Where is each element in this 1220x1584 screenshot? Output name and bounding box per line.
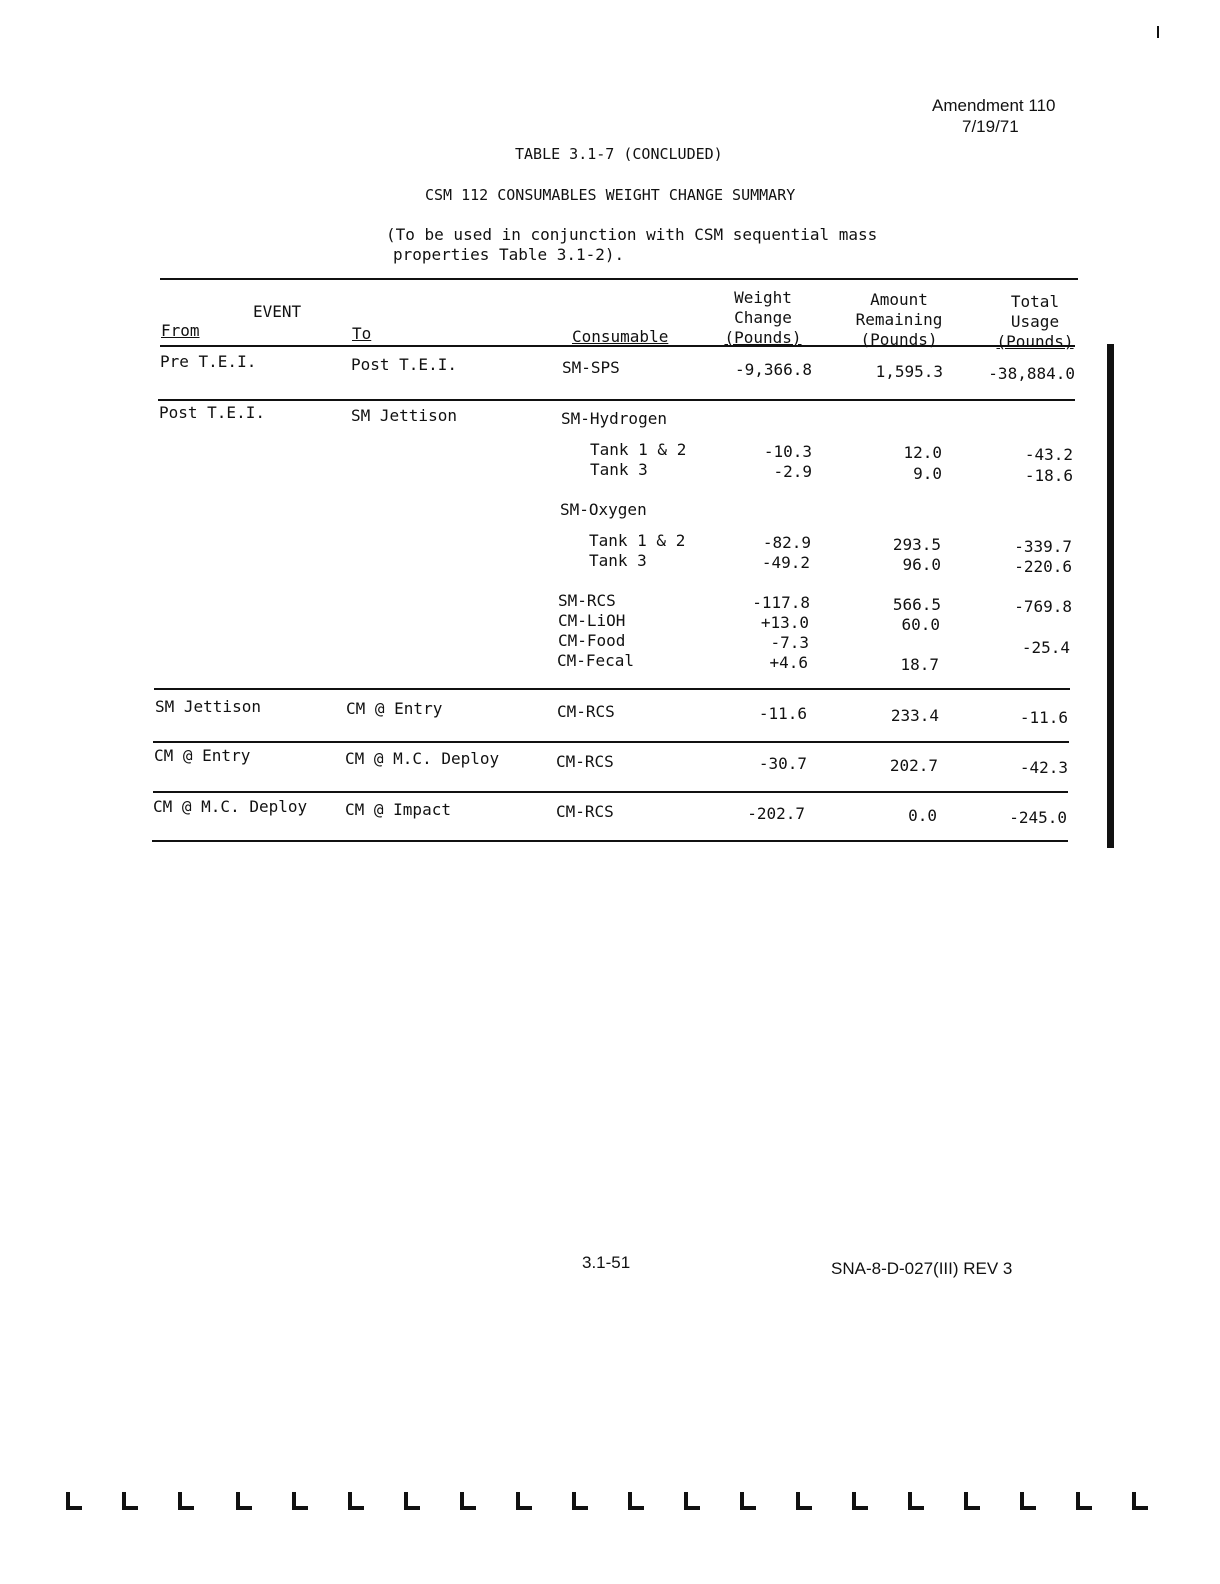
table-note-line-2: properties Table 3.1-2). [393, 245, 625, 264]
film-mark [236, 1492, 252, 1510]
row1-from: Pre T.E.I. [160, 352, 257, 371]
row2-h-tank3-total: -18.6 [1024, 466, 1073, 485]
row2-h-tank12-remaining: 12.0 [903, 443, 942, 462]
film-mark [1132, 1492, 1148, 1510]
row2-o-tank3-change: -49.2 [761, 553, 810, 572]
row5-to: CM @ Impact [345, 800, 451, 819]
row2-to: SM Jettison [351, 406, 457, 425]
film-mark [852, 1492, 868, 1510]
table-number: TABLE 3.1-7 (CONCLUDED) [515, 145, 723, 163]
row2-o-tank12-change: -82.9 [762, 533, 811, 552]
table-note-line-1: (To be used in conjunction with CSM sequential mass [386, 225, 878, 244]
film-mark [460, 1492, 476, 1510]
row5-remaining: 0.0 [908, 806, 937, 825]
row2-cm-lioh-change: +13.0 [760, 613, 809, 632]
film-mark [964, 1492, 980, 1510]
row2-h-tank3: Tank 3 [590, 460, 648, 479]
row3-total: -11.6 [1019, 708, 1068, 727]
row2-o-tank12-total: -339.7 [1014, 537, 1072, 556]
row2-cm-food-change: -7.3 [770, 633, 809, 652]
row2-sm-rcs-total: -769.8 [1014, 597, 1072, 616]
film-mark [348, 1492, 364, 1510]
film-mark [404, 1492, 420, 1510]
row1-to: Post T.E.I. [351, 355, 457, 374]
row1-change: -9,366.8 [734, 360, 812, 379]
row2-h-tank12: Tank 1 & 2 [590, 440, 687, 459]
row2-h-tank12-change: -10.3 [763, 442, 812, 461]
row2-sm-rcs-change: -117.8 [752, 593, 810, 612]
header-consumable: Consumable [572, 327, 669, 346]
amendment-date: 7/19/71 [962, 117, 1019, 136]
header-from: From [161, 321, 200, 340]
header-bottom-rule [160, 345, 1075, 347]
row2-h-tank3-remaining: 9.0 [913, 464, 942, 483]
row5-change: -202.7 [747, 804, 805, 823]
document-number: SNA-8-D-027(III) REV 3 [831, 1259, 1013, 1278]
film-mark [178, 1492, 194, 1510]
header-weight-change: Weight Change (Pounds) [724, 288, 802, 347]
header-total-usage: Total Usage (Pounds) [996, 292, 1074, 351]
row2-hydrogen: SM-Hydrogen [561, 409, 667, 428]
film-mark [292, 1492, 308, 1510]
row3-remaining: 233.4 [890, 706, 939, 725]
row4-from: CM @ Entry [154, 746, 251, 765]
row4-change: -30.7 [758, 754, 807, 773]
table-title: CSM 112 CONSUMABLES WEIGHT CHANGE SUMMARY [425, 186, 796, 204]
film-edge-marks [60, 1492, 1160, 1516]
row4-remaining: 202.7 [889, 756, 938, 775]
row2-o-tank12: Tank 1 & 2 [589, 531, 686, 550]
film-mark [122, 1492, 138, 1510]
row2-o-tank3: Tank 3 [589, 551, 647, 570]
row-divider [154, 688, 1070, 690]
row1-consumable: SM-SPS [562, 358, 620, 377]
row2-sm-rcs: SM-RCS [558, 591, 616, 610]
film-mark [1076, 1492, 1092, 1510]
table-top-rule [160, 278, 1078, 280]
film-mark [684, 1492, 700, 1510]
page-number: 3.1-51 [582, 1253, 631, 1272]
amendment-label: Amendment 110 [932, 96, 1056, 115]
row-divider [158, 399, 1075, 401]
row2-cm-fecal-remaining: 18.7 [900, 655, 939, 674]
row2-oxygen: SM-Oxygen [560, 500, 647, 519]
film-mark [516, 1492, 532, 1510]
row1-total: -38,884.0 [988, 364, 1075, 383]
row5-from: CM @ M.C. Deploy [153, 797, 308, 816]
row2-cm-fecal: CM-Fecal [557, 651, 635, 670]
row5-consumable: CM-RCS [556, 802, 614, 821]
row3-change: -11.6 [758, 704, 807, 723]
film-mark [796, 1492, 812, 1510]
film-mark [1020, 1492, 1036, 1510]
row2-o-tank12-remaining: 293.5 [892, 535, 941, 554]
row2-cm-lioh: CM-LiOH [558, 611, 626, 630]
row4-total: -42.3 [1019, 758, 1068, 777]
row2-cm-lioh-remaining: 60.0 [901, 615, 940, 634]
film-mark [572, 1492, 588, 1510]
film-mark [908, 1492, 924, 1510]
row3-from: SM Jettison [155, 697, 261, 716]
row4-consumable: CM-RCS [556, 752, 614, 771]
page-edge-mark [1157, 26, 1159, 38]
table-bottom-rule [152, 840, 1068, 842]
header-amount-remaining: Amount Remaining (Pounds) [855, 290, 943, 349]
row-divider [153, 791, 1068, 793]
row2-cm-food: CM-Food [558, 631, 626, 650]
row2-from: Post T.E.I. [159, 403, 265, 422]
header-to: To [352, 324, 372, 343]
film-mark [628, 1492, 644, 1510]
row2-h-tank12-total: -43.2 [1024, 445, 1073, 464]
row2-o-tank3-remaining: 96.0 [902, 555, 941, 574]
row2-food-fecal-total: -25.4 [1021, 638, 1070, 657]
row1-remaining: 1,595.3 [875, 362, 943, 381]
row3-consumable: CM-RCS [557, 702, 615, 721]
row2-o-tank3-total: -220.6 [1014, 557, 1072, 576]
row2-cm-fecal-change: +4.6 [769, 653, 808, 672]
row2-h-tank3-change: -2.9 [773, 462, 812, 481]
row3-to: CM @ Entry [346, 699, 443, 718]
row2-sm-rcs-remaining: 566.5 [892, 595, 941, 614]
row-divider [153, 741, 1069, 743]
film-mark [66, 1492, 82, 1510]
revision-change-bar [1107, 344, 1114, 848]
film-mark [740, 1492, 756, 1510]
header-event: EVENT [253, 302, 302, 321]
row5-total: -245.0 [1009, 808, 1067, 827]
row4-to: CM @ M.C. Deploy [345, 749, 500, 768]
